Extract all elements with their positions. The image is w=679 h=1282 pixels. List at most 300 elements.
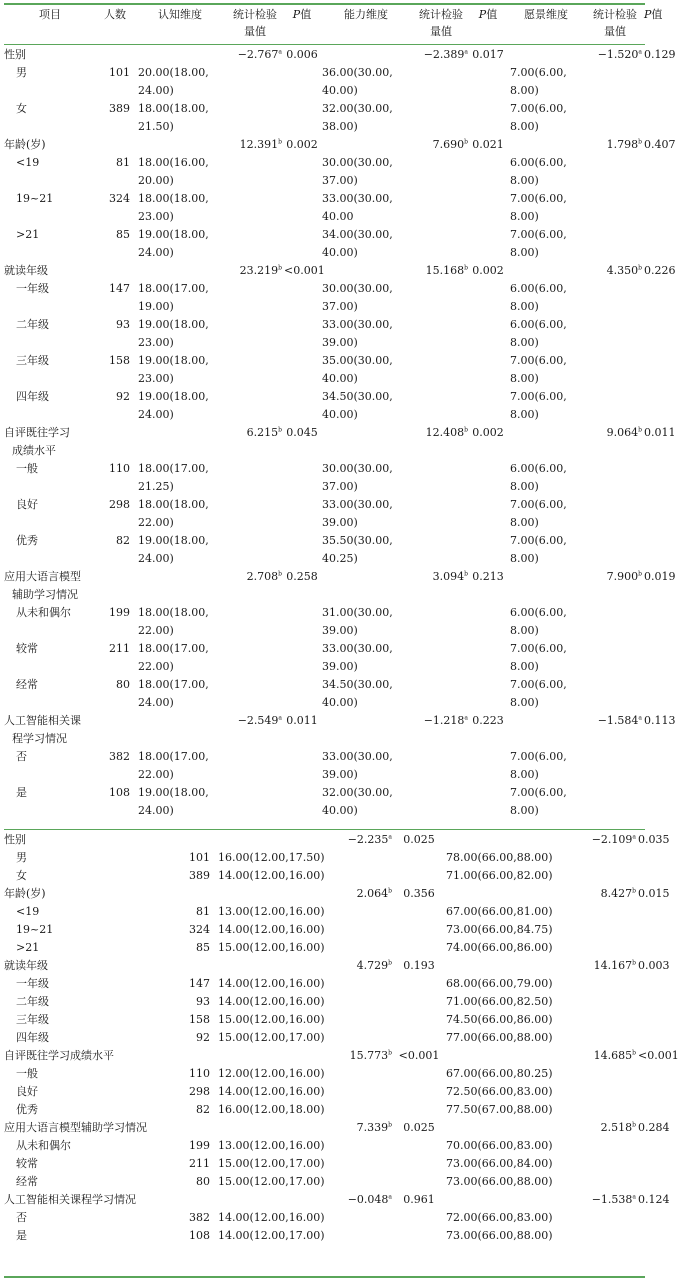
empty-cell: [470, 388, 506, 424]
empty-cell: [394, 993, 444, 1011]
empty-cell: [394, 1227, 444, 1245]
table-row: [4, 903, 645, 921]
row-label: 三年级: [16, 354, 49, 367]
cognition-value: 18.00(17.00, 22.00): [138, 642, 209, 673]
vision-value: 6.00(6.00, 8.00): [510, 282, 567, 313]
p-value-1: 0.002: [286, 138, 318, 151]
stat-value-2: 14.685$^b$: [593, 1049, 636, 1062]
empty-cell: [644, 190, 645, 226]
empty-cell: [226, 532, 284, 568]
empty-cell: [644, 316, 645, 352]
table-row: [4, 190, 645, 226]
row-label: 一般: [16, 462, 38, 475]
row-label: 二年级: [16, 995, 49, 1008]
row-count: 92: [116, 390, 130, 403]
empty-cell: [320, 712, 412, 748]
empty-cell: [470, 676, 506, 712]
p-value-2: 0.035: [638, 833, 670, 846]
row-label: <19: [16, 156, 40, 169]
group-row: [4, 957, 645, 975]
vision-value: 6.00(6.00, 8.00): [510, 156, 567, 187]
ability-value: 31.00(30.00, 39.00): [322, 606, 393, 637]
table-row: [4, 921, 645, 939]
row-count: 298: [109, 498, 130, 511]
p-value-2: 0.213: [472, 570, 504, 583]
row-count: 82: [116, 534, 130, 547]
p-value-2: <0.001: [638, 1049, 679, 1062]
stat-value-1: −2.767$^a$: [237, 48, 282, 61]
score-value-1: 14.00(12.00,16.00): [218, 995, 325, 1008]
empty-cell: [226, 316, 284, 352]
row-count: 158: [109, 354, 130, 367]
row-count: 147: [189, 977, 210, 990]
empty-cell: [638, 1029, 645, 1047]
ability-value: 34.00(30.00, 40.00): [322, 228, 393, 259]
empty-cell: [394, 1029, 444, 1047]
cognition-value: 18.00(18.00, 21.50): [138, 102, 209, 133]
stat-value-1: 7.339$^b$: [356, 1121, 392, 1134]
empty-cell: [226, 496, 284, 532]
ability-value: 33.00(30.00, 39.00): [322, 750, 393, 781]
empty-cell: [284, 748, 320, 784]
empty-cell: [134, 136, 226, 154]
row-count: 382: [189, 1211, 210, 1224]
cognition-value: 18.00(18.00, 23.00): [138, 192, 209, 223]
row-label: <19: [16, 905, 40, 918]
score-value-1: 14.00(12.00,16.00): [218, 923, 325, 936]
stat-value-1: −0.048$^a$: [347, 1193, 392, 1206]
row-label: >21: [16, 228, 40, 241]
cognition-value: 18.00(18.00, 22.00): [138, 606, 209, 637]
empty-cell: [506, 262, 586, 280]
empty-cell: [284, 784, 320, 820]
table-row: [4, 993, 645, 1011]
ability-value: 32.00(30.00, 38.00): [322, 102, 393, 133]
score-value-1: 15.00(12.00,16.00): [218, 1013, 325, 1026]
empty-cell: [96, 46, 134, 64]
empty-cell: [644, 154, 645, 190]
score-value-1: 13.00(12.00,16.00): [218, 905, 325, 918]
empty-cell: [284, 460, 320, 496]
row-label: 优秀: [16, 1103, 38, 1116]
group-name: 年龄(岁): [4, 138, 46, 151]
score-value-2: 73.00(66.00,88.00): [446, 1229, 553, 1242]
cognition-value: 19.00(18.00, 24.00): [138, 786, 209, 817]
empty-cell: [134, 46, 226, 64]
row-count: 80: [116, 678, 130, 691]
empty-cell: [412, 388, 470, 424]
stat-value-1: 15.773$^b$: [349, 1049, 392, 1062]
empty-cell: [444, 885, 584, 903]
p-value-1: <0.001: [398, 1049, 440, 1062]
empty-cell: [644, 640, 645, 676]
stat-value-2: 2.518$^b$: [600, 1121, 636, 1134]
stat-value-2: 15.168$^b$: [425, 264, 468, 277]
row-count: 81: [116, 156, 130, 169]
row-label: 男: [16, 851, 27, 864]
stat-value-2: 7.690$^b$: [432, 138, 468, 151]
empty-cell: [284, 532, 320, 568]
score-value-2: 70.00(66.00,83.00): [446, 1139, 553, 1152]
empty-cell: [394, 975, 444, 993]
row-label: 一般: [16, 1067, 38, 1080]
table-row: [4, 1173, 645, 1191]
empty-cell: [394, 921, 444, 939]
header-stat3: 统计检验 量值: [593, 8, 637, 38]
score-value-2: 73.00(66.00,84.00): [446, 1157, 553, 1170]
empty-cell: [638, 1227, 645, 1245]
header-bottom-rule: [4, 44, 645, 45]
empty-cell: [412, 280, 470, 316]
vision-value: 6.00(6.00, 8.00): [510, 462, 567, 493]
empty-cell: [586, 388, 644, 424]
score-value-2: 77.00(66.00,88.00): [446, 1031, 553, 1044]
ability-value: 34.50(30.00, 40.00): [322, 390, 393, 421]
table-bottom-rule: [4, 1276, 645, 1278]
empty-cell: [226, 352, 284, 388]
empty-cell: [506, 712, 586, 748]
empty-cell: [284, 190, 320, 226]
empty-cell: [470, 460, 506, 496]
empty-cell: [394, 903, 444, 921]
empty-cell: [226, 226, 284, 262]
header-dim2: 能力维度: [344, 8, 388, 21]
p-value-1: 0.258: [286, 570, 318, 583]
empty-cell: [444, 1047, 584, 1065]
row-count: 389: [109, 102, 130, 115]
stat-value-2: −2.109$^a$: [591, 833, 636, 846]
row-count: 85: [116, 228, 130, 241]
table-row: [4, 1029, 645, 1047]
empty-cell: [586, 64, 644, 100]
empty-cell: [506, 424, 586, 460]
ability-value: 33.00(30.00, 39.00): [322, 642, 393, 673]
empty-cell: [164, 885, 216, 903]
empty-cell: [644, 604, 645, 640]
empty-cell: [586, 316, 644, 352]
empty-cell: [470, 748, 506, 784]
cognition-value: 20.00(18.00, 24.00): [138, 66, 209, 97]
empty-cell: [226, 100, 284, 136]
ability-value: 34.50(30.00, 40.00): [322, 678, 393, 709]
score-value-1: 15.00(12.00,17.00): [218, 1175, 325, 1188]
empty-cell: [638, 1065, 645, 1083]
row-label: 较常: [16, 642, 38, 655]
score-value-1: 15.00(12.00,17.00): [218, 1157, 325, 1170]
table-row: [4, 867, 645, 885]
empty-cell: [470, 316, 506, 352]
empty-cell: [638, 867, 645, 885]
header-p3: P值: [644, 8, 663, 21]
empty-cell: [470, 226, 506, 262]
vision-value: 7.00(6.00, 8.00): [510, 786, 567, 817]
empty-cell: [412, 190, 470, 226]
empty-cell: [226, 280, 284, 316]
score-value-1: 16.00(12.00,18.00): [218, 1103, 325, 1116]
group-name: 年龄(岁): [4, 887, 46, 900]
empty-cell: [134, 262, 226, 280]
table-row: [4, 1065, 645, 1083]
table-row: [4, 388, 645, 424]
empty-cell: [638, 1083, 645, 1101]
empty-cell: [226, 64, 284, 100]
score-value-1: 16.00(12.00,17.50): [218, 851, 325, 864]
empty-cell: [470, 280, 506, 316]
cognition-value: 18.00(17.00, 22.00): [138, 750, 209, 781]
row-label: 是: [16, 1229, 27, 1242]
p-value-1: 0.193: [403, 959, 435, 972]
vision-value: 7.00(6.00, 8.00): [510, 642, 567, 673]
ability-value: 35.00(30.00, 40.00): [322, 354, 393, 385]
vision-value: 7.00(6.00, 8.00): [510, 390, 567, 421]
score-value-2: 77.50(67.00,88.00): [446, 1103, 553, 1116]
empty-cell: [412, 748, 470, 784]
empty-cell: [226, 388, 284, 424]
empty-cell: [216, 1047, 336, 1065]
empty-cell: [394, 1101, 444, 1119]
vision-value: 7.00(6.00, 8.00): [510, 228, 567, 259]
empty-cell: [470, 100, 506, 136]
header-dim3: 愿景维度: [524, 8, 568, 21]
empty-cell: [586, 604, 644, 640]
stat-value-2: 3.094$^b$: [432, 570, 468, 583]
p-value-1: 0.011: [286, 714, 318, 727]
empty-cell: [226, 604, 284, 640]
table-row: [4, 64, 645, 100]
row-label: 是: [16, 786, 27, 799]
empty-cell: [394, 1011, 444, 1029]
empty-cell: [284, 154, 320, 190]
empty-cell: [444, 1191, 584, 1209]
empty-cell: [644, 388, 645, 424]
empty-cell: [586, 784, 644, 820]
empty-cell: [394, 1155, 444, 1173]
score-value-2: 73.00(66.00,88.00): [446, 1175, 553, 1188]
row-count: 101: [109, 66, 130, 79]
row-label: 经常: [16, 1175, 38, 1188]
p-value-2: 0.124: [638, 1193, 670, 1206]
empty-cell: [586, 748, 644, 784]
table-row: [4, 939, 645, 957]
table-top-rule: [4, 3, 645, 5]
empty-cell: [284, 64, 320, 100]
row-label: 一年级: [16, 282, 49, 295]
empty-cell: [284, 100, 320, 136]
ability-value: 30.00(30.00, 37.00): [322, 282, 393, 313]
row-count: 389: [189, 869, 210, 882]
row-count: 199: [109, 606, 130, 619]
empty-cell: [320, 262, 412, 280]
group-name: 应用大语言模型辅助学习情况: [4, 1121, 147, 1134]
empty-cell: [96, 262, 134, 280]
score-value-1: 14.00(12.00,16.00): [218, 1085, 325, 1098]
empty-cell: [644, 226, 645, 262]
empty-cell: [284, 352, 320, 388]
table-row: [4, 100, 645, 136]
empty-cell: [412, 784, 470, 820]
stat-value-2: −1.538$^a$: [591, 1193, 636, 1206]
row-label: 女: [16, 102, 27, 115]
empty-cell: [444, 1119, 584, 1137]
cognition-value: 18.00(18.00, 22.00): [138, 498, 209, 529]
empty-cell: [394, 1083, 444, 1101]
empty-cell: [226, 676, 284, 712]
empty-cell: [586, 640, 644, 676]
table-row: [4, 849, 645, 867]
vision-value: 7.00(6.00, 8.00): [510, 354, 567, 385]
table-row: [4, 532, 645, 568]
stat-value-3: 4.350$^b$: [606, 264, 642, 277]
p-value-1: 0.045: [286, 426, 318, 439]
table-row: [4, 226, 645, 262]
stat-value-1: −2.549$^a$: [237, 714, 282, 727]
empty-cell: [412, 532, 470, 568]
row-count: 382: [109, 750, 130, 763]
table-row: [4, 1011, 645, 1029]
score-value-1: 15.00(12.00,16.00): [218, 941, 325, 954]
empty-cell: [586, 280, 644, 316]
cognition-value: 18.00(16.00, 20.00): [138, 156, 209, 187]
p-value-1: 0.025: [403, 1121, 435, 1134]
empty-cell: [320, 46, 412, 64]
row-count: 101: [189, 851, 210, 864]
empty-cell: [412, 604, 470, 640]
group-name: 性别: [4, 833, 26, 846]
stat-value-2: 8.427$^b$: [600, 887, 636, 900]
header-dim1: 认知维度: [158, 8, 202, 21]
score-value-1: 13.00(12.00,16.00): [218, 1139, 325, 1152]
empty-cell: [586, 460, 644, 496]
empty-cell: [644, 784, 645, 820]
table-row: [4, 352, 645, 388]
empty-cell: [470, 496, 506, 532]
empty-cell: [586, 226, 644, 262]
p-value-2: 0.002: [472, 426, 504, 439]
vision-value: 7.00(6.00, 8.00): [510, 750, 567, 781]
row-label: 二年级: [16, 318, 49, 331]
header-stat2: 统计检验 量值: [419, 8, 463, 38]
p-value-3: 0.019: [644, 570, 676, 583]
empty-cell: [412, 100, 470, 136]
empty-cell: [226, 460, 284, 496]
group-name: 应用大语言模型 辅助学习情况: [4, 570, 81, 601]
row-label: 优秀: [16, 534, 38, 547]
p-value-1: 0.961: [403, 1193, 435, 1206]
empty-cell: [216, 1119, 336, 1137]
empty-cell: [638, 1209, 645, 1227]
empty-cell: [586, 154, 644, 190]
group-row: [4, 136, 645, 154]
table-header: [4, 6, 663, 40]
row-count: 324: [189, 923, 210, 936]
empty-cell: [412, 352, 470, 388]
empty-cell: [284, 496, 320, 532]
table-row: [4, 316, 645, 352]
header-item: 项目: [39, 8, 61, 21]
p-value-2: 0.003: [638, 959, 670, 972]
empty-cell: [134, 424, 226, 460]
empty-cell: [284, 226, 320, 262]
score-value-2: 72.00(66.00,83.00): [446, 1211, 553, 1224]
p-value-3: 0.011: [644, 426, 676, 439]
empty-cell: [586, 496, 644, 532]
empty-cell: [284, 280, 320, 316]
empty-cell: [470, 784, 506, 820]
empty-cell: [412, 154, 470, 190]
table-row: [4, 676, 645, 712]
row-count: 298: [189, 1085, 210, 1098]
empty-cell: [644, 280, 645, 316]
stat-value-1: 4.729$^b$: [356, 959, 392, 972]
empty-cell: [638, 939, 645, 957]
score-value-1: 14.00(12.00,16.00): [218, 1211, 325, 1224]
group-row: [4, 1047, 645, 1065]
row-label: 女: [16, 869, 27, 882]
empty-cell: [394, 939, 444, 957]
row-label: 良好: [16, 498, 38, 511]
empty-cell: [96, 712, 134, 748]
cognition-value: 19.00(18.00, 23.00): [138, 354, 209, 385]
score-value-2: 67.00(66.00,81.00): [446, 905, 553, 918]
row-label: 经常: [16, 678, 38, 691]
score-value-2: 74.50(66.00,86.00): [446, 1013, 553, 1026]
stat-value-2: −2.389$^a$: [423, 48, 468, 61]
score-value-1: 14.00(12.00,16.00): [218, 869, 325, 882]
empty-cell: [412, 316, 470, 352]
row-label: 良好: [16, 1085, 38, 1098]
empty-cell: [444, 957, 584, 975]
group-row: [4, 568, 645, 604]
empty-cell: [164, 831, 216, 849]
stat-value-3: −1.584$^a$: [597, 714, 642, 727]
empty-cell: [320, 424, 412, 460]
stat-value-1: 2.708$^b$: [246, 570, 282, 583]
header-p1: P值: [292, 8, 312, 21]
group-row: [4, 424, 645, 460]
ability-value: 33.00(30.00, 39.00): [322, 318, 393, 349]
empty-cell: [284, 640, 320, 676]
p-value-3: 0.113: [644, 714, 676, 727]
empty-cell: [644, 352, 645, 388]
empty-cell: [638, 1101, 645, 1119]
empty-cell: [470, 190, 506, 226]
empty-cell: [638, 1011, 645, 1029]
cognition-value: 18.00(17.00, 19.00): [138, 282, 209, 313]
header-p2: P值: [478, 8, 498, 21]
score-value-2: 71.00(66.00,82.50): [446, 995, 553, 1008]
stat-value-3: 9.064$^b$: [606, 426, 642, 439]
score-value-2: 71.00(66.00,82.00): [446, 869, 553, 882]
empty-cell: [216, 1191, 336, 1209]
table-row: [4, 604, 645, 640]
ability-value: 35.50(30.00, 40.25): [322, 534, 393, 565]
group-name: 人工智能相关课程学习情况: [4, 1193, 136, 1206]
p-value-2: 0.223: [472, 714, 504, 727]
p-value-3: 0.407: [644, 138, 676, 151]
score-value-2: 78.00(66.00,88.00): [446, 851, 553, 864]
ability-value: 32.00(30.00, 40.00): [322, 786, 393, 817]
empty-cell: [506, 568, 586, 604]
group-row: [4, 712, 645, 748]
row-count: 108: [109, 786, 130, 799]
p-value-1: 0.006: [286, 48, 318, 61]
header-count: 人数: [104, 8, 126, 21]
row-label: 19~21: [16, 923, 54, 936]
row-label: 四年级: [16, 1031, 49, 1044]
vision-value: 7.00(6.00, 8.00): [510, 66, 567, 97]
empty-cell: [586, 676, 644, 712]
row-label: 男: [16, 66, 27, 79]
